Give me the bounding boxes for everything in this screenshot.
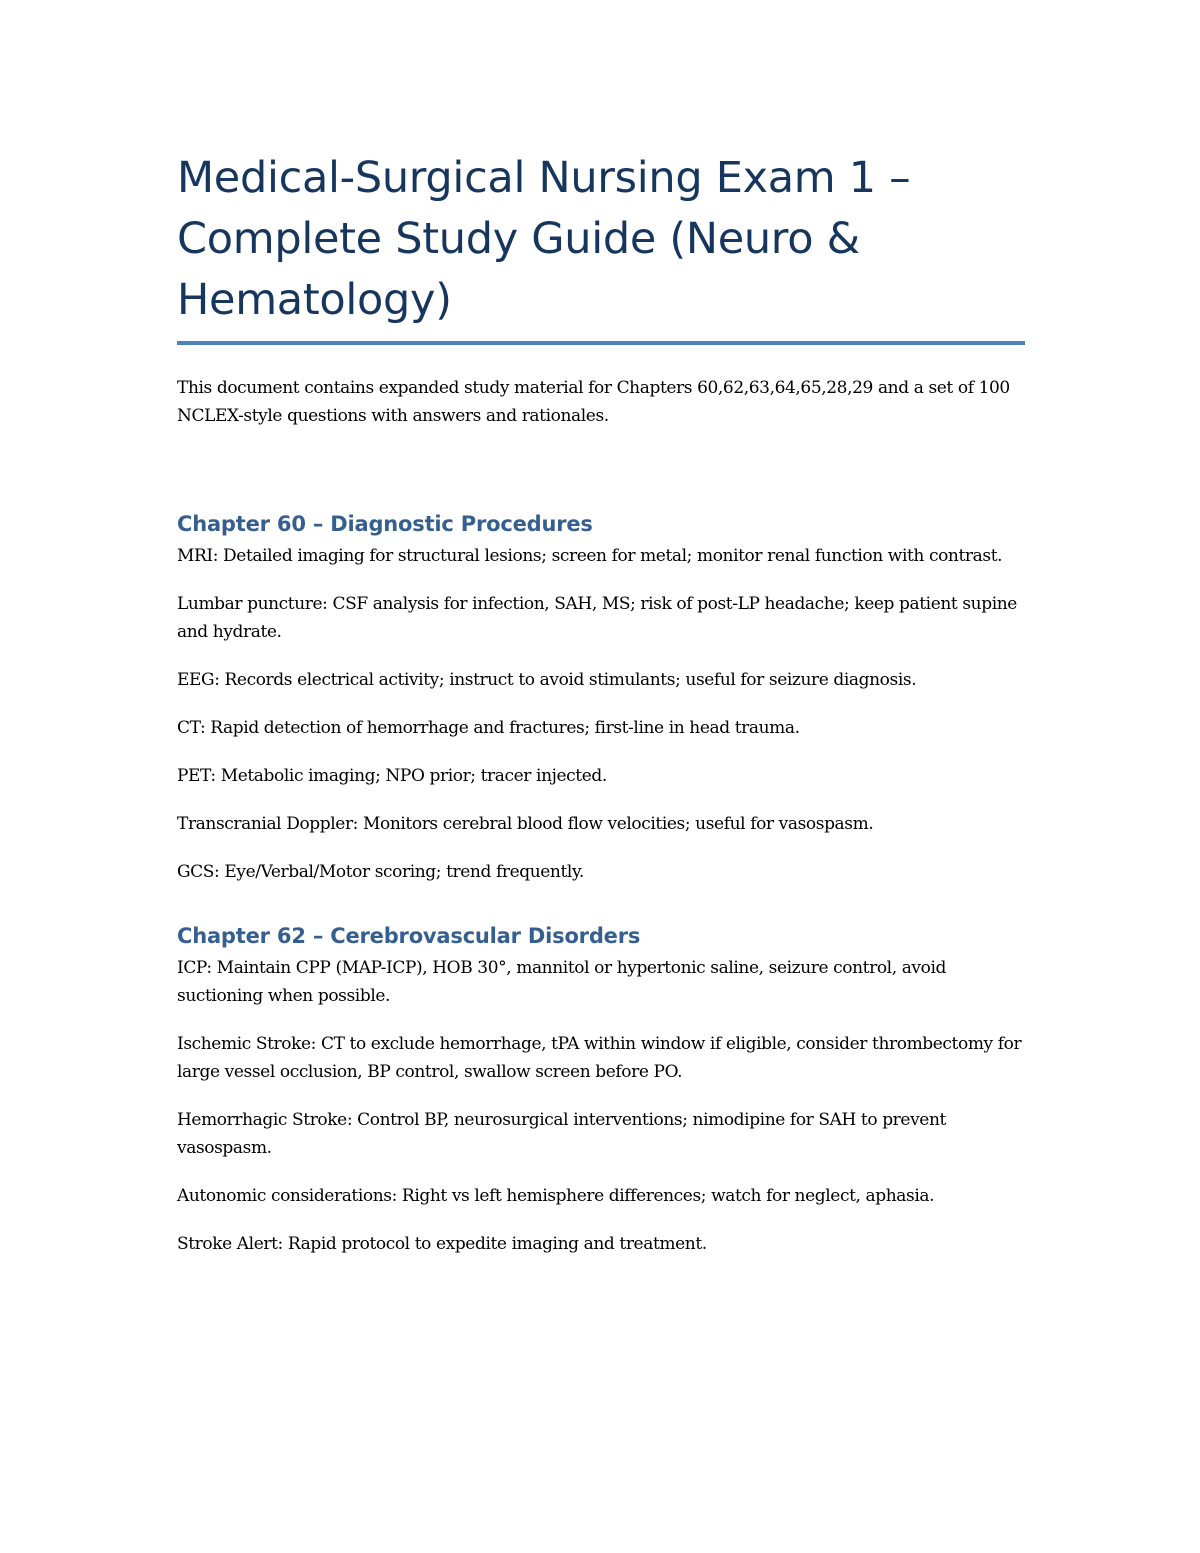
icp-paragraph: ICP: Maintain CPP (MAP-ICP), HOB 30°, mannitol or hypertonic saline, seizure control, avoid suctioning when possible. [177, 958, 946, 1006]
hemorrhagic-stroke-paragraph: Hemorrhagic Stroke: Control BP, neurosurgical interventions; nimodipine for SAH to prevent vasospasm. [177, 1110, 946, 1158]
document-title-line-1: Medical-Surgical Nursing Exam 1 – [177, 153, 911, 203]
document-title-line-3: Hematology) [177, 275, 452, 325]
mri-paragraph: MRI: Detailed imaging for structural lesions; screen for metal; monitor renal function with contrast. [177, 546, 1003, 566]
pet-paragraph: PET: Metabolic imaging; NPO prior; tracer injected. [177, 766, 607, 786]
chapter-60-heading: Chapter 60 – Diagnostic Procedures [177, 512, 593, 536]
transcranial-doppler-paragraph: Transcranial Doppler: Monitors cerebral blood flow velocities; useful for vasospasm. [177, 814, 874, 834]
autonomic-considerations-paragraph: Autonomic considerations: Right vs left hemisphere differences; watch for neglect, aphasia. [177, 1186, 935, 1206]
lumbar-puncture-paragraph: Lumbar puncture: CSF analysis for infection, SAH, MS; risk of post-LP headache; keep patient supine and hydrate. [177, 594, 1017, 642]
intro-paragraph: This document contains expanded study material for Chapters 60,62,63,64,65,28,29 and a set of 100 NCLEX-style questions with answers and rationales. [177, 378, 1010, 426]
gcs-paragraph: GCS: Eye/Verbal/Motor scoring; trend frequently. [177, 862, 584, 882]
title-underline-rule [177, 341, 1025, 345]
chapter-62-heading: Chapter 62 – Cerebrovascular Disorders [177, 924, 641, 948]
ischemic-stroke-paragraph: Ischemic Stroke: CT to exclude hemorrhage, tPA within window if eligible, consider thrombectomy for large vessel occlusion, BP control, swallow screen before PO. [177, 1034, 1022, 1082]
document-title [177, 148, 1025, 341]
stroke-alert-paragraph: Stroke Alert: Rapid protocol to expedite imaging and treatment. [177, 1234, 707, 1254]
ct-paragraph: CT: Rapid detection of hemorrhage and fractures; first-line in head trauma. [177, 718, 800, 738]
document-body [177, 148, 1025, 1258]
chapter-62-section [177, 922, 1025, 1258]
document-title-line-2: Complete Study Guide (Neuro & [177, 214, 860, 264]
chapter-60-section [177, 510, 1025, 886]
eeg-paragraph: EEG: Records electrical activity; instruct to avoid stimulants; useful for seizure diagnosis. [177, 670, 917, 690]
